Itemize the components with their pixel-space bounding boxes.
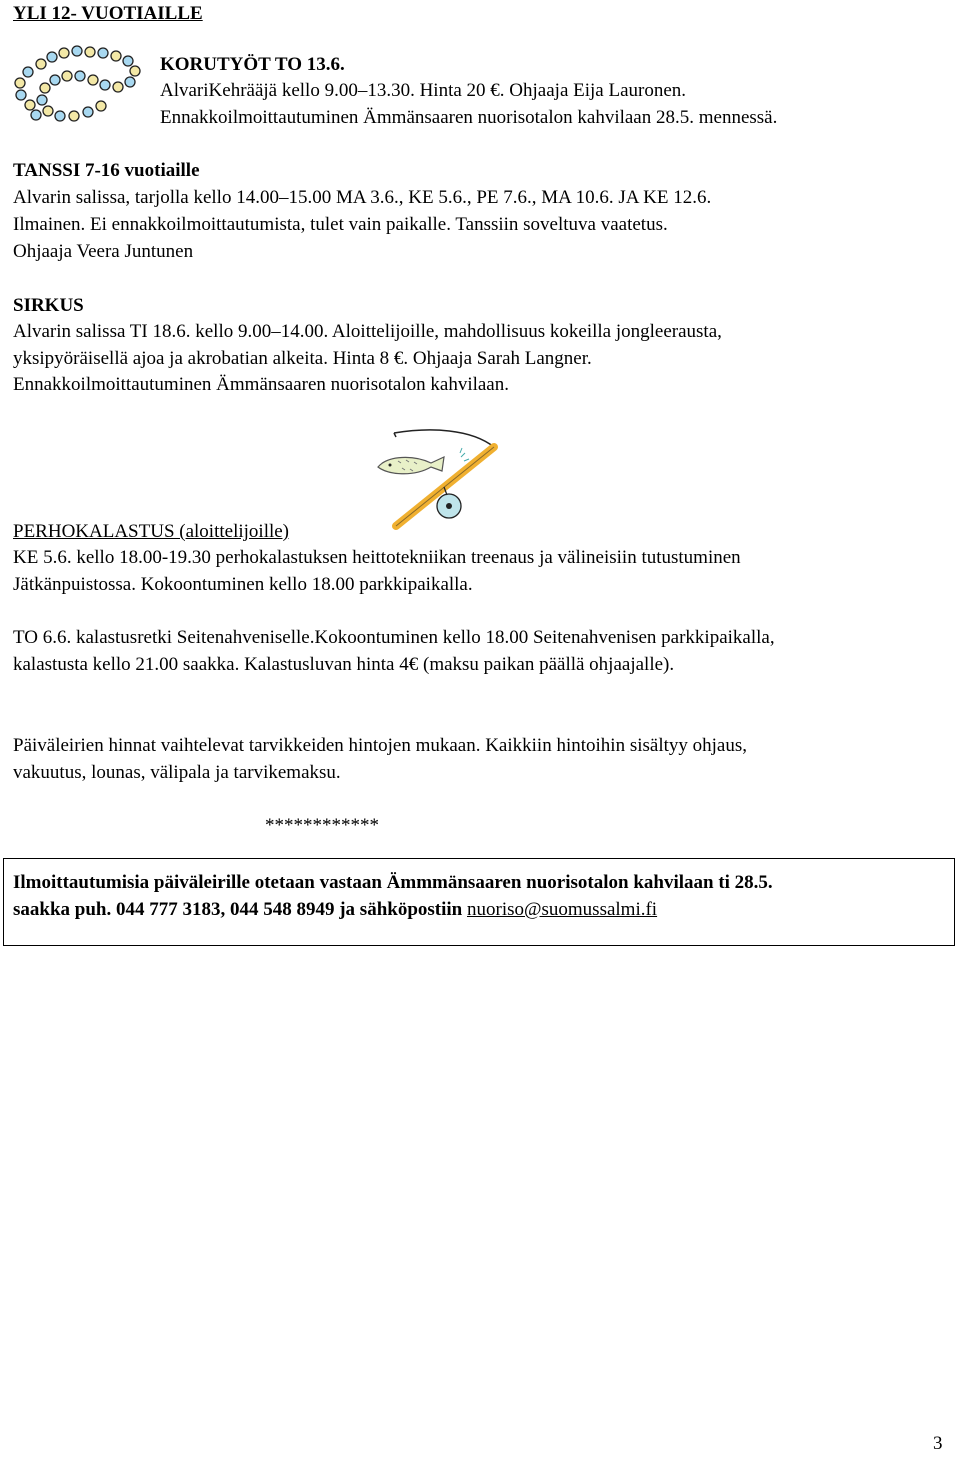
- korutyot-line-1: AlvariKehrääjä kello 9.00–13.30. Hinta 20 €. Ohjaaja Eija Lauronen.: [160, 80, 687, 101]
- tanssi-line-2: Ilmainen. Ei ennakkoilmoittautumista, tulet vain paikalle. Tanssiin soveltuva vaatetus.: [13, 214, 668, 235]
- sirkus-line-2: yksipyöräisellä ajoa ja akrobatian alkeita. Hinta 8 €. Ohjaaja Sarah Langner.: [13, 348, 592, 369]
- perhokalastus-p1-line-1: KE 5.6. kello 18.00-19.30 perhokalastuksen heittotekniikan treenaus ja välineisiin tutustuminen: [13, 547, 741, 568]
- notice-line-2: [13, 896, 657, 923]
- page-number: 3: [933, 1433, 943, 1454]
- perhokalastus-p2-line-2: kalastusta kello 21.00 saakka. Kalastusluvan hinta 4€ (maksu paikan päällä ohjaajalle).: [13, 654, 675, 675]
- korutyot-line-2: Ennakkoilmoittautuminen Ämmänsaaren nuorisotalon kahvilaan 28.5. mennessä.: [160, 107, 778, 128]
- fishing-rod-icon: [376, 425, 506, 535]
- tanssi-line-1: Alvarin salissa, tarjolla kello 14.00–15.00 MA 3.6., KE 5.6., PE 7.6., MA 10.6. JA KE 12.6.: [13, 187, 712, 208]
- prices-line-1: Päiväleirien hinnat vaihtelevat tarvikkeiden hintojen mukaan. Kaikkiin hintoihin sisältyy ohjaus,: [13, 735, 747, 756]
- email-link[interactable]: nuoriso@suomussalmi.fi: [467, 899, 658, 920]
- tanssi-title: TANSSI 7-16 vuotiaille: [13, 160, 200, 181]
- notice-line-1: Ilmoittautumisia päiväleirille otetaan vastaan Ämmmänsaaren nuorisotalon kahvilaan ti 28.5.: [13, 872, 773, 893]
- page-heading: YLI 12- VUOTIAILLE: [13, 3, 203, 24]
- tanssi-line-3: Ohjaaja Veera Juntunen: [13, 241, 194, 262]
- sirkus-line-3: Ennakkoilmoittautuminen Ämmänsaaren nuorisotalon kahvilaan.: [13, 374, 509, 395]
- notice-line-2-text: saakka puh. 044 777 3183, 044 548 8949 ja sähköpostiin: [13, 899, 467, 920]
- prices-line-2: vakuutus, lounas, välipala ja tarvikemaksu.: [13, 762, 341, 783]
- perhokalastus-p1-line-2: Jätkänpuistossa. Kokoontuminen kello 18.00 parkkipaikalla.: [13, 574, 473, 595]
- perhokalastus-p2-line-1: TO 6.6. kalastusretki Seitenahveniselle.Kokoontuminen kello 18.00 Seitenahvenisen parkkipaikalla,: [13, 627, 775, 648]
- separator-asterisks: ************: [265, 815, 379, 836]
- sirkus-title: SIRKUS: [13, 295, 84, 316]
- perhokalastus-title: PERHOKALASTUS (aloittelijoille): [13, 521, 290, 542]
- sirkus-line-1: Alvarin salissa TI 18.6. kello 9.00–14.00. Aloittelijoille, mahdollisuus kokeilla jongleerausta,: [13, 321, 722, 342]
- bead-necklace-icon: [8, 42, 148, 127]
- korutyot-title: KORUTYÖT TO 13.6.: [160, 54, 345, 75]
